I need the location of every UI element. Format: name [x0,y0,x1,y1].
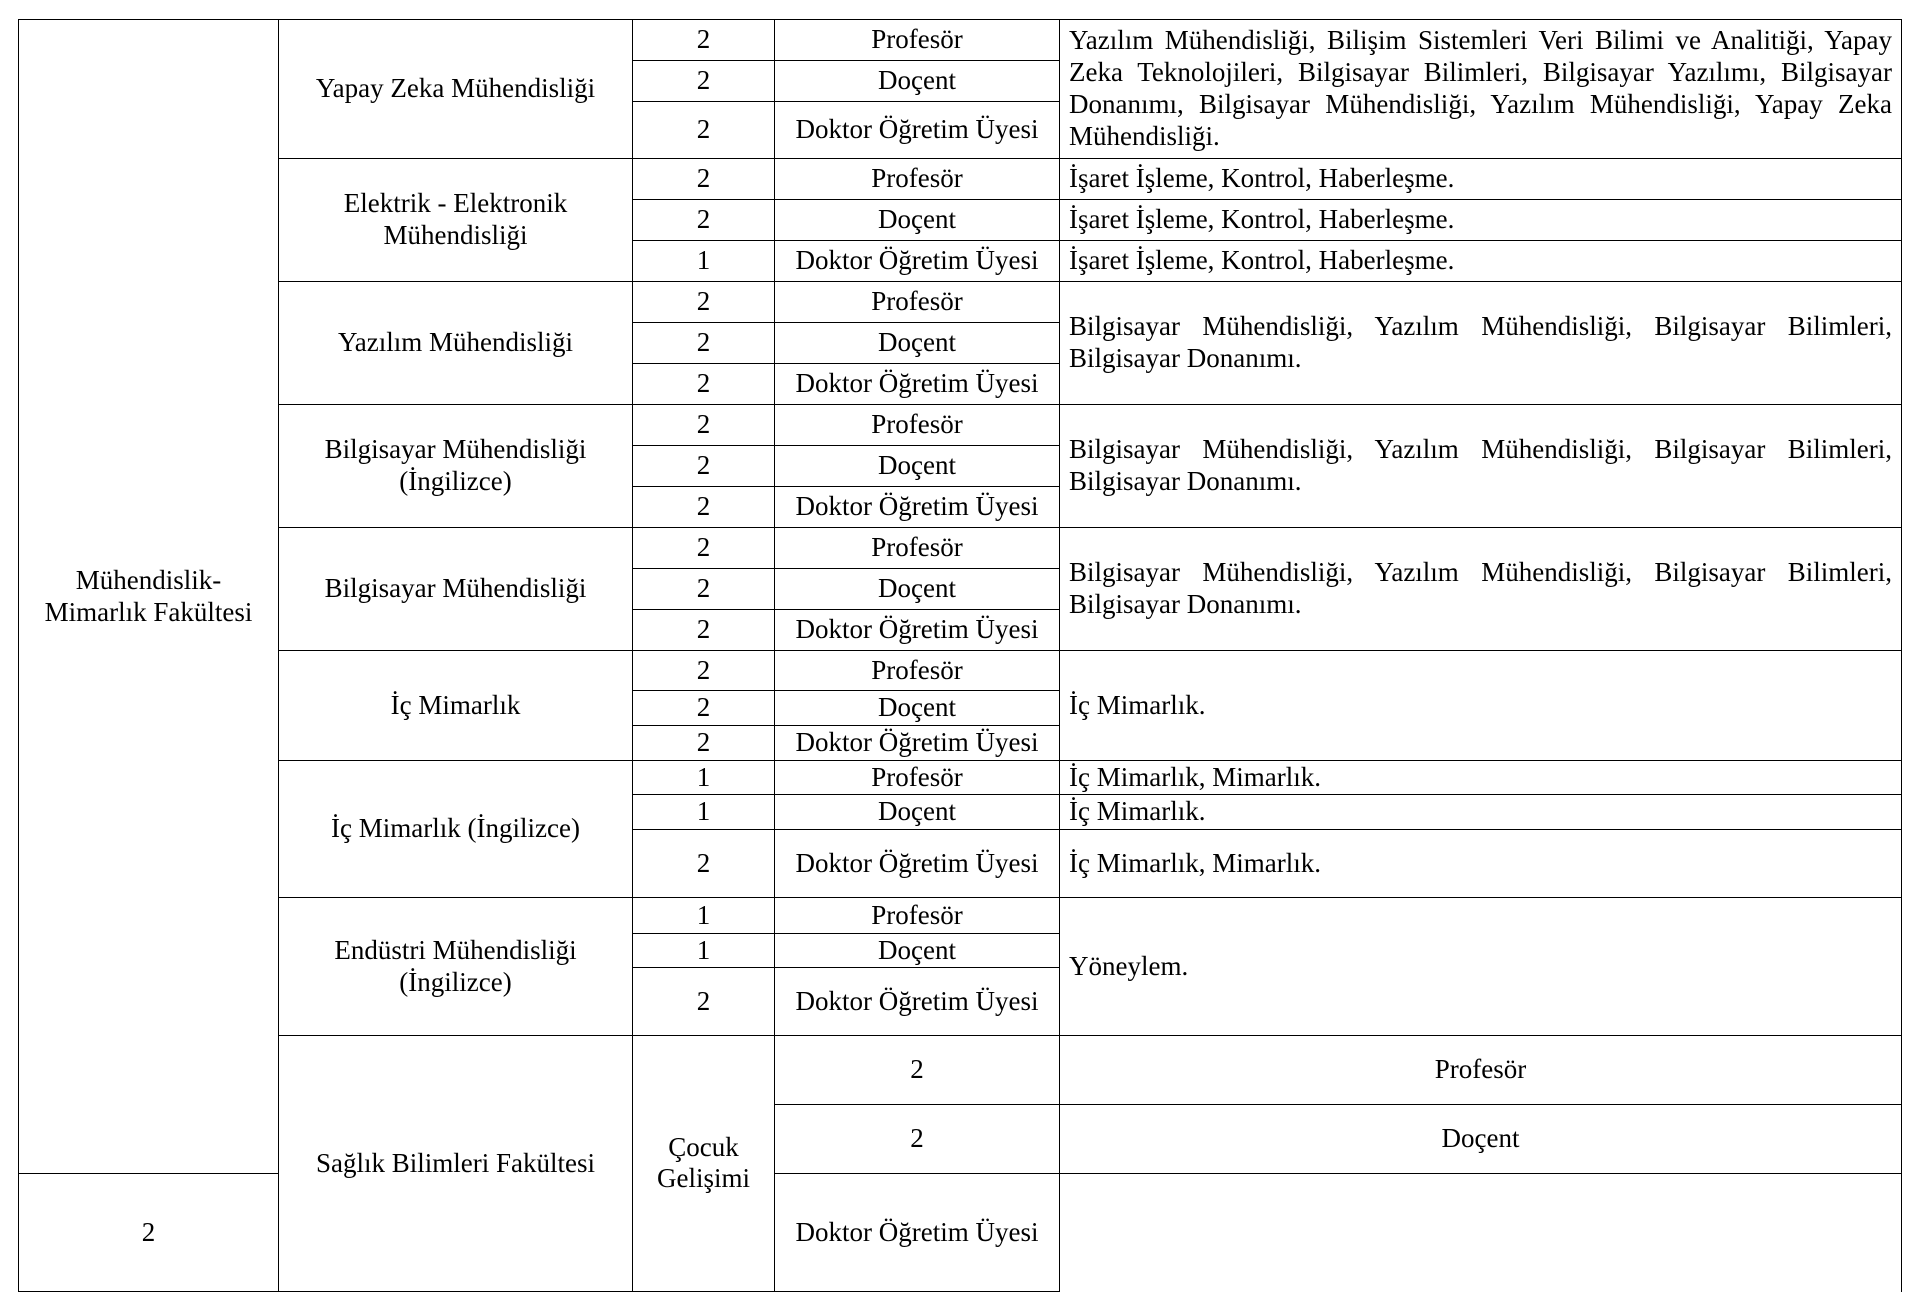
position-title: Doçent [775,323,1060,364]
field-of-study: Yöneylem. [1060,898,1902,1036]
position-count: 2 [775,1105,1060,1174]
position-count: 2 [633,691,775,726]
field-of-study: İç Mimarlık. [1060,651,1902,761]
position-title: Doçent [775,61,1060,102]
position-count: 2 [633,405,775,446]
position-title: Profesör [775,20,1060,61]
department-name: Çocuk Gelişimi [633,1036,775,1292]
department-name: Bilgisayar Mühendisliği (İngilizce) [279,405,633,528]
position-count: 1 [633,934,775,968]
department-name: Endüstri Mühendisliği (İngilizce) [279,898,633,1036]
department-name: İç Mimarlık [279,651,633,761]
department-name: İç Mimarlık (İngilizce) [279,761,633,898]
position-title: Doçent [775,569,1060,610]
position-count: 2 [633,487,775,528]
position-title: Doktor Öğretim Üyesi [775,1174,1060,1292]
table-row [19,651,1902,691]
position-count: 2 [775,1036,1060,1105]
position-count: 1 [633,898,775,934]
department-name: Yapay Zeka Mühendisliği [279,20,633,159]
position-count: 2 [633,569,775,610]
position-count: 2 [633,364,775,405]
field-of-study: İç Mimarlık, Mimarlık. [1060,761,1902,795]
position-title: Doktor Öğretim Üyesi [775,830,1060,898]
position-title: Doçent [775,200,1060,241]
position-count: 2 [633,159,775,200]
table-row [19,761,1902,795]
position-count: 2 [633,200,775,241]
position-count: 2 [633,726,775,761]
position-title: Doktor Öğretim Üyesi [775,102,1060,159]
position-count: 2 [633,610,775,651]
position-count: 2 [633,102,775,159]
table-row [19,528,1902,569]
position-count: 2 [633,61,775,102]
field-of-study: İşaret İşleme, Kontrol, Haberleşme. [1060,200,1902,241]
position-title: Doçent [775,691,1060,726]
field-of-study: Bilgisayar Mühendisliği, Yazılım Mühendisliği, Bilgisayar Bilimleri, Bilgisayar Donanımı. [1060,405,1902,528]
position-count: 2 [633,20,775,61]
field-of-study: İşaret İşleme, Kontrol, Haberleşme. [1060,241,1902,282]
position-title: Doçent [775,795,1060,830]
faculty-name: Mühendislik-Mimarlık Fakültesi [19,20,279,1174]
positions-table-container [18,19,1901,1292]
table-row [19,159,1902,200]
position-title: Profesör [775,282,1060,323]
position-count: 2 [633,830,775,898]
department-name: Elektrik - Elektronik Mühendisliği [279,159,633,282]
position-title: Profesör [775,405,1060,446]
position-title: Profesör [775,898,1060,934]
field-of-study: İç Mimarlık. [1060,795,1902,830]
position-title: Profesör [1060,1036,1902,1105]
position-count: 2 [633,968,775,1036]
department-name: Yazılım Mühendisliği [279,282,633,405]
field-of-study: İşaret İşleme, Kontrol, Haberleşme. [1060,159,1902,200]
position-count: 1 [633,761,775,795]
position-count: 2 [633,446,775,487]
position-count: 2 [19,1174,279,1292]
position-title: Doktor Öğretim Üyesi [775,487,1060,528]
position-count: 1 [633,241,775,282]
field-of-study: İç Mimarlık, Mimarlık. [1060,830,1902,898]
table-row [19,1036,1902,1105]
position-title: Profesör [775,528,1060,569]
position-title: Doktor Öğretim Üyesi [775,968,1060,1036]
table-row [19,282,1902,323]
field-of-study: Yazılım Mühendisliği, Bilişim Sistemleri Veri Bilimi ve Analitiği, Yapay Zeka Teknolojileri, Bilgisayar Bilimleri, Bilgisayar Yazılımı, Bilgisayar Donanımı, Bilgisayar Mühendisliği, Yazılım Mühendisliği, Yapay Zeka Mühendisliği. [1060,20,1902,159]
position-count: 1 [633,795,775,830]
position-title: Doçent [1060,1105,1902,1174]
position-title: Profesör [775,761,1060,795]
field-of-study: Bilgisayar Mühendisliği, Yazılım Mühendisliği, Bilgisayar Bilimleri, Bilgisayar Donanımı. [1060,528,1902,651]
position-title: Doktor Öğretim Üyesi [775,364,1060,405]
faculty-name: Sağlık Bilimleri Fakültesi [279,1036,633,1292]
position-title: Profesör [775,651,1060,691]
position-title: Doçent [775,446,1060,487]
position-count: 2 [633,282,775,323]
position-count: 2 [633,528,775,569]
positions-table [18,19,1902,1292]
position-title: Doktor Öğretim Üyesi [775,241,1060,282]
position-title: Doçent [775,934,1060,968]
position-title: Doktor Öğretim Üyesi [775,726,1060,761]
table-row [19,898,1902,934]
position-count: 2 [633,323,775,364]
department-name: Bilgisayar Mühendisliği [279,528,633,651]
table-row [19,20,1902,61]
position-title: Doktor Öğretim Üyesi [775,610,1060,651]
position-count: 2 [633,651,775,691]
field-of-study: Bilgisayar Mühendisliği, Yazılım Mühendisliği, Bilgisayar Bilimleri, Bilgisayar Donanımı. [1060,282,1902,405]
position-title: Profesör [775,159,1060,200]
table-row [19,405,1902,446]
